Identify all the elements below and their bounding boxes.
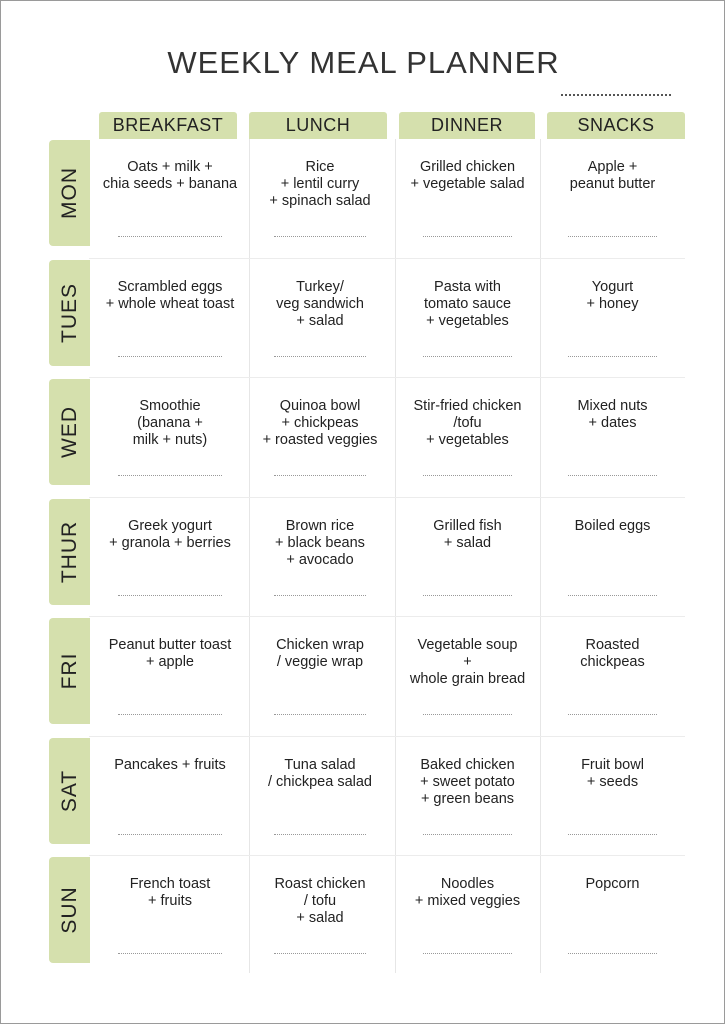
meal-cell-dinner <box>395 259 540 378</box>
page-title: WEEKLY MEAL PLANNER <box>167 45 560 80</box>
notes-dotted-line <box>118 236 222 237</box>
day-label <box>49 618 90 724</box>
meal-text: Pancakes + fruits <box>114 756 226 773</box>
title-dotted-rule <box>561 94 671 96</box>
row-divider <box>89 377 685 378</box>
day-label-text: TUES <box>57 282 81 343</box>
meal-cell-lunch <box>246 378 394 497</box>
notes-dotted-line <box>568 475 657 476</box>
meal-cell-breakfast <box>90 856 250 975</box>
notes-dotted-line <box>568 595 657 596</box>
row-divider <box>89 736 685 737</box>
meal-cell-dinner <box>395 617 540 736</box>
row-divider <box>89 855 685 856</box>
day-row-fri <box>49 617 685 736</box>
meal-text: Peanut butter toast + apple <box>108 637 232 670</box>
meal-cell-snacks <box>540 737 685 856</box>
meal-cell-dinner <box>395 498 540 617</box>
meal-text: Mixed nuts + dates <box>577 398 648 431</box>
meal-text: Roast chicken / tofu + salad <box>274 876 366 926</box>
notes-dotted-line <box>568 834 657 835</box>
column-header-dinner: DINNER <box>399 112 535 139</box>
column-header-snacks: SNACKS <box>547 112 685 139</box>
day-label-text: THUR <box>57 520 81 583</box>
meal-text: Scrambled eggs + whole wheat toast <box>105 278 235 312</box>
meal-cell-snacks <box>540 617 685 736</box>
notes-dotted-line <box>423 834 512 835</box>
meal-text: Boiled eggs <box>574 517 651 534</box>
meal-text: Pasta with tomato sauce + vegetables <box>423 278 512 329</box>
notes-dotted-line <box>274 356 366 357</box>
meal-text: Vegetable soup + whole grain bread <box>409 637 526 687</box>
notes-dotted-line <box>423 953 512 954</box>
row-divider <box>89 616 685 617</box>
meal-text: Quinoa bowl + chickpeas + roasted veggies <box>262 398 378 448</box>
day-row-thur <box>49 498 685 617</box>
meal-text: Brown rice + black beans + avocado <box>275 517 365 568</box>
meal-cell-dinner <box>395 856 540 975</box>
meal-grid <box>49 139 685 973</box>
meal-cell-breakfast <box>90 259 250 378</box>
notes-dotted-line <box>274 475 366 476</box>
meal-text: Baked chicken + sweet potato + green beans <box>420 756 515 807</box>
row-divider <box>89 258 685 259</box>
meal-text: Apple + peanut butter <box>569 159 656 192</box>
notes-dotted-line <box>118 595 222 596</box>
meal-text: Grilled fish + salad <box>433 517 502 551</box>
meal-cell-snacks <box>540 498 685 617</box>
meal-text: Rice + lentil curry + spinach salad <box>269 159 371 209</box>
meal-text: Yogurt + honey <box>586 278 639 312</box>
notes-dotted-line <box>568 356 657 357</box>
day-label <box>49 140 90 246</box>
notes-dotted-line <box>423 714 512 715</box>
meal-cell-breakfast <box>90 498 250 617</box>
notes-dotted-line <box>274 714 366 715</box>
meal-cell-lunch <box>246 617 394 736</box>
notes-dotted-line <box>274 953 366 954</box>
notes-dotted-line <box>423 595 512 596</box>
meal-text: Chicken wrap / veggie wrap <box>276 637 364 670</box>
column-header-row <box>99 112 685 139</box>
day-label <box>49 499 90 605</box>
meal-cell-snacks <box>540 139 685 258</box>
meal-cell-snacks <box>540 259 685 378</box>
column-header-breakfast: BREAKFAST <box>99 112 237 139</box>
meal-text: Tuna salad / chickpea salad <box>268 756 372 790</box>
meal-text: Noodles + mixed veggies <box>414 876 521 909</box>
day-label <box>49 260 90 366</box>
meal-cell-breakfast <box>90 139 250 258</box>
day-label-text: WED <box>57 406 81 458</box>
meal-text: Oats + milk + chia seeds + banana <box>102 159 238 192</box>
day-row-sun <box>49 856 685 975</box>
day-label-text: SAT <box>57 769 81 812</box>
notes-dotted-line <box>423 236 512 237</box>
notes-dotted-line <box>274 236 366 237</box>
day-label <box>49 738 90 844</box>
day-row-wed <box>49 378 685 497</box>
meal-cell-dinner <box>395 737 540 856</box>
meal-cell-lunch <box>246 139 394 258</box>
meal-text: Roasted chickpeas <box>580 637 645 670</box>
notes-dotted-line <box>568 953 657 954</box>
notes-dotted-line <box>568 714 657 715</box>
notes-dotted-line <box>118 953 222 954</box>
meal-text: French toast + fruits <box>129 876 211 909</box>
meal-cell-dinner <box>395 139 540 258</box>
meal-text: Smoothie (banana + milk + nuts) <box>132 398 208 448</box>
meal-text: Greek yogurt + granola + berries <box>109 517 231 551</box>
meal-cell-snacks <box>540 856 685 975</box>
day-row-sat <box>49 737 685 856</box>
notes-dotted-line <box>274 595 366 596</box>
notes-dotted-line <box>118 834 222 835</box>
notes-dotted-line <box>423 356 512 357</box>
row-divider <box>89 497 685 498</box>
meal-cell-lunch <box>246 498 394 617</box>
meal-text: Fruit bowl + seeds <box>581 756 644 790</box>
meal-text: Turkey/ veg sandwich + salad <box>276 278 364 329</box>
meal-cell-lunch <box>246 856 394 975</box>
day-label <box>49 379 90 485</box>
meal-text: Grilled chicken + vegetable salad <box>410 159 525 192</box>
column-header-lunch: LUNCH <box>249 112 387 139</box>
day-label-text: SUN <box>57 886 81 934</box>
day-label-text: FRI <box>57 652 81 690</box>
meal-text: Stir-fried chicken /tofu + vegetables <box>413 398 522 448</box>
meal-cell-lunch <box>246 259 394 378</box>
day-row-tues <box>49 259 685 378</box>
day-label <box>49 857 90 963</box>
day-row-mon <box>49 139 685 258</box>
notes-dotted-line <box>274 834 366 835</box>
meal-cell-breakfast <box>90 617 250 736</box>
day-label-text: MON <box>57 167 81 219</box>
meal-cell-breakfast <box>90 737 250 856</box>
meal-cell-breakfast <box>90 378 250 497</box>
notes-dotted-line <box>423 475 512 476</box>
meal-cell-lunch <box>246 737 394 856</box>
notes-dotted-line <box>568 236 657 237</box>
notes-dotted-line <box>118 356 222 357</box>
meal-cell-dinner <box>395 378 540 497</box>
meal-text: Popcorn <box>585 876 640 892</box>
notes-dotted-line <box>118 714 222 715</box>
meal-cell-snacks <box>540 378 685 497</box>
notes-dotted-line <box>118 475 222 476</box>
